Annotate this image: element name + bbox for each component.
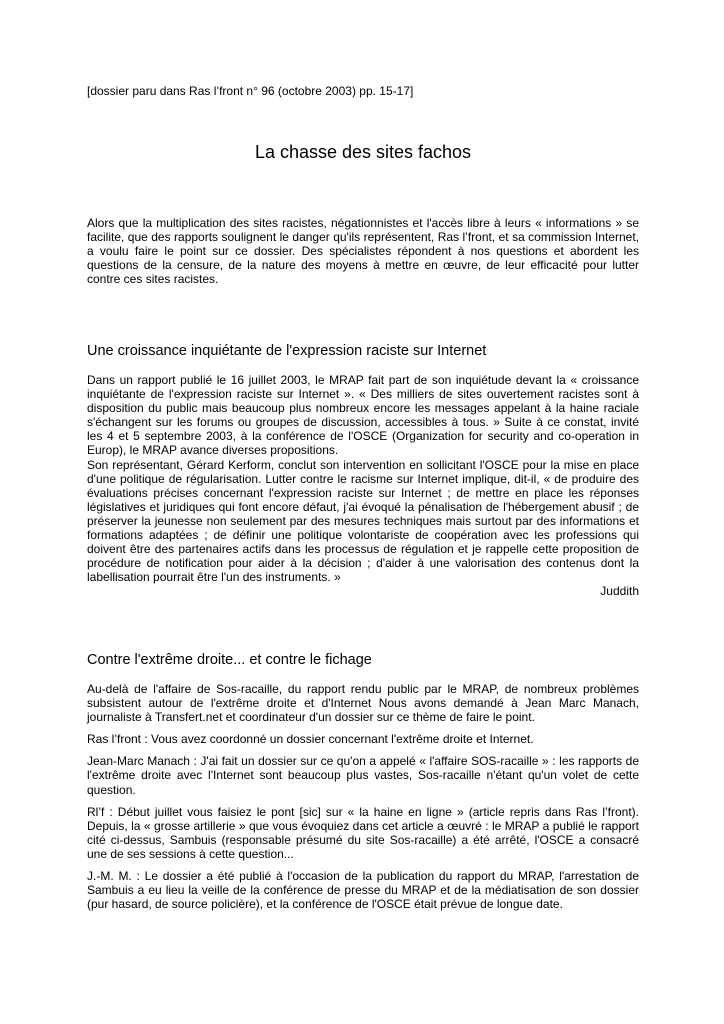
page-title: La chasse des sites fachos	[254, 142, 472, 162]
interview-question: Ras l’front : Vous avez coordonné un dossier concernant l'extrême droite et Internet.	[87, 732, 534, 747]
paragraph: Au-delà de l'affaire de Sos-racaille, du rapport rendu public par le MRAP, de nombreux problèmes subsistent autour de l'extrême droite et d'Internet Nous avons demandé à Jean Marc Manach, journaliste à Transfert.net et coordinateur d'un dossier sur ce thème de faire le point.	[87, 682, 639, 725]
interview-answer: J.-M. M. : Le dossier a été publié à l'occasion de la publication du rapport du MRAP, l'arrestation de Sambuis a eu lieu la veille de la conférence de presse du MRAP et de la médiatisation de son dossier (pur hasard, de source policière), et la conférence de l'OSCE était prévue de longue date.	[87, 869, 639, 912]
paragraph: Dans un rapport publié le 16 juillet 2003, le MRAP fait part de son inquiétude devant la « croissance inquiétante de l'expression raciste sur Internet ». « Des milliers de sites ouvertement racistes sont à disposition du public mais beaucoup plus nombreux encore les messages appelant à la haine raciale s'échangent sur les forums ou groupes de discussion, accessibles à tous. » Suite à ce constat, invité les 4 et 5 septembre 2003, à la conférence de l'OSCE (Organization for security and co-operation in Europ), le MRAP avance diverses propositions.	[87, 373, 639, 458]
author-signature: Juddith	[600, 584, 639, 599]
interview-answer: Jean-Marc Manach : J'ai fait un dossier sur ce qu'on a appelé « l'affaire SOS-racaille » : les rapports de l'extrême droite avec l'Internet sont beaucoup plus vastes, Sos-racaille n'étant qu'un volet de cette question.	[87, 754, 639, 797]
interview-question: Rl’f : Début juillet vous faisiez le pont [sic] sur « la haine en ligne » (article repris dans Ras l’front). Depuis, la « grosse artillerie » que vous évoquiez dans cet article a œuvré : le MRAP a publié le rapport cité ci-dessus, Sambuis (responsable présumé du site Sos-racaille) a été arrêté, l'OSCE a consacré une de ses sessions à cette question...	[87, 804, 639, 861]
section-heading-croissance: Une croissance inquiétante de l'expression raciste sur Internet	[87, 343, 487, 359]
section-extreme-droite	[87, 682, 639, 911]
intro-block	[87, 216, 639, 286]
intro-paragraph: Alors que la multiplication des sites racistes, négationnistes et l'accès libre à leurs « informations » se facilite, que des rapports soulignent le danger qu'ils représentent, Ras l’front, et sa commission Internet, a voulu faire le point sur ce dossier. Des spécialistes répondent à nos questions et abordent les questions de la censure, de la nature des moyens à mettre en œuvre, de leur efficacité pour lutter contre ces sites racistes.	[87, 216, 639, 287]
source-note: [dossier paru dans Ras l’front n° 96 (octobre 2003) pp. 15-17]	[87, 84, 414, 98]
section-croissance	[87, 373, 639, 599]
paragraph: Son représentant, Gérard Kerform, conclut son intervention en sollicitant l'OSCE pour la mise en place d'une politique de régularisation. Lutter contre le racisme sur Internet implique, dit-il, « de produire des évaluations précises concernant l'expression raciste sur Internet ; de mettre en place les réponses législatives et juridiques qui font encore défaut, j'ai évoqué la pénalisation de l'hébergement abusif ; de préserver la jeunesse non seulement par des mesures techniques mais surtout par des informations et formations adaptées ; de définir une politique volontariste de coopération avec les professions qui doivent être des partenaires actifs dans les processus de régulation et je rappelle cette proposition de procédure de notification pour aider à la décision ; d'aider à une valorisation des contenus dont la labellisation pourrait être l'un des instruments. »	[87, 457, 639, 585]
section-heading-extreme-droite: Contre l'extrême droite... et contre le fichage	[87, 652, 372, 668]
